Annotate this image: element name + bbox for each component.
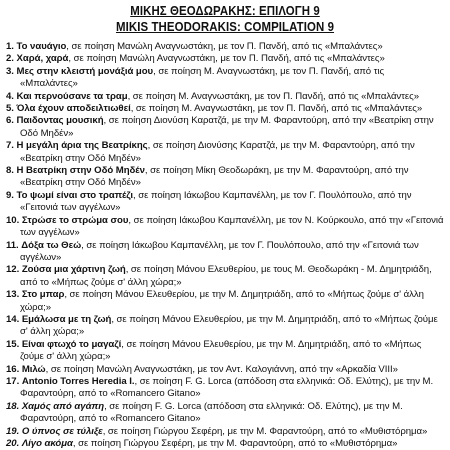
- track-title: Η Βεατρίκη στην Οδό Μηδέν: [16, 165, 145, 177]
- track-title: Χαρά, χαρά: [16, 53, 69, 65]
- track-item: [6, 240, 444, 265]
- track-title: Χαμός από αγάπη: [21, 400, 105, 412]
- track-number: 10.: [6, 214, 20, 226]
- track-list: [6, 41, 444, 450]
- track-credits: , σε ποίηση F. G. Lorca (απόδοση στα ελληνικά: Οδ. Ελύτης), με την Μ. Φαραντούρη, από το «Romancero Gitano»: [20, 375, 434, 400]
- track-number: 1.: [6, 41, 14, 52]
- track-number: 11.: [6, 239, 19, 251]
- track-item: [6, 376, 444, 401]
- track-credits: , σε ποίηση Μανώλη Αναγνωστάκη, με τον Αντ. Καλογιάννη, από την «Αρκαδία VIII»: [45, 363, 398, 375]
- track-credits: , σε ποίηση Μάνου Ελευθερίου, με την Μ. Δημητριάδη, από το «Μήπως ζούμε σ' άλλη χώρα;»: [20, 289, 424, 313]
- track-number: 17.: [6, 375, 20, 387]
- track-title: Και περνούσανε τα τραμ: [16, 90, 128, 102]
- track-credits: , σε ποίηση Μανώλη Αναγνωστάκη, με τον Π. Πανδή, από τις «Μπαλάντες»: [66, 41, 383, 52]
- track-credits: , σε ποίηση F. G. Lorca (απόδοση στα ελληνικά: Οδ. Ελύτης), με την Μ. Φαραντούρη, από το «Romancero Gitano»: [20, 400, 403, 425]
- track-title: Λίγο ακόμα: [21, 438, 73, 449]
- track-item: [6, 140, 444, 165]
- track-credits: , σε ποίηση Διονύση Καρατζά, με την Μ. Φαραντούρη, από την «Βεατρίκη στην Οδό Μηδέν»: [20, 115, 434, 139]
- track-item: [6, 426, 444, 438]
- track-number: 14.: [6, 313, 20, 325]
- track-title: Ζούσα μια χάρτινη ζωή: [21, 264, 126, 276]
- track-title: Παιδοντας μουσική: [16, 115, 104, 127]
- track-number: 8.: [6, 165, 14, 177]
- track-title: Εμάλωσα με τη ζωή: [21, 313, 112, 325]
- track-item: [6, 314, 444, 339]
- track-number: 16.: [6, 363, 20, 375]
- track-number: 5.: [6, 103, 14, 115]
- track-item: [6, 364, 444, 376]
- album-title-latin: MIKIS THEODORAKIS: COMPILATION 9: [115, 19, 335, 34]
- track-number: 9.: [6, 189, 14, 201]
- track-item: [6, 289, 444, 314]
- track-item: [6, 190, 444, 215]
- track-item: [6, 53, 444, 65]
- track-number: 15.: [6, 338, 20, 350]
- track-credits: , σε ποίηση Μίκη Θεοδωράκη, με την Μ. Φαραντούρη, από την «Βεατρίκη στην Οδό Μηδέν»: [20, 165, 409, 189]
- track-title: Στο μπαρ: [21, 289, 65, 301]
- track-title: Το ναυάγιο: [16, 41, 67, 52]
- track-title: Antonio Torres Heredia I.: [21, 375, 135, 387]
- track-title: Στρώσε το στρώμα σου: [21, 214, 129, 226]
- track-number: 18.: [6, 400, 20, 412]
- track-item: [6, 165, 444, 190]
- track-title: Δόξα τω Θεώ: [21, 239, 82, 251]
- track-credits: , σε ποίηση Ιάκωβου Καμπανέλλη, με τον Ν. Κούρκουλο, από την «Γειτονιά των αγγέλων»: [20, 214, 444, 239]
- track-title: Μιλώ: [21, 363, 46, 375]
- track-item: [6, 66, 444, 91]
- track-title: Η μεγάλη άρια της Βεατρίκης: [16, 140, 148, 152]
- album-title-greek: ΜΙΚΗΣ ΘΕΟΔΩΡΑΚΗΣ: ΕΠΙΛΟΓΗ 9: [130, 3, 320, 18]
- track-number: 7.: [6, 140, 14, 152]
- track-title: Μες στην κλειστή μονάξιά μου: [16, 65, 154, 77]
- track-item: [6, 103, 444, 115]
- track-credits: , σε ποίηση Ιάκωβου Καμπανέλλη, με τον Γ. Πουλόπουλο, από την «Γειτονιά των αγγέλων»: [20, 239, 419, 263]
- track-number: 3.: [6, 65, 14, 77]
- track-credits: , σε ποίηση Γιώργου Σεφέρη, με την Μ. Φαραντούρη, από το «Μυθιστόρημα»: [102, 425, 428, 437]
- track-credits: , σε ποίηση Μάνου Ελευθερίου, με την Μ. Δημητριάδη, από το «Μήπως ζούμε σ' άλλη χώρα;»: [20, 313, 438, 338]
- track-credits: , σε ποίηση Μ. Αναγνωστάκη, με τον Π. Πανδή, από τις «Μπαλάντες»: [127, 90, 420, 102]
- track-number: 20.: [6, 438, 20, 449]
- track-number: 4.: [6, 90, 14, 102]
- track-credits: , σε ποίηση Μ. Αναγνωστάκη, με τον Π. Πανδή, από τις «Μπαλάντες»: [20, 65, 385, 90]
- track-credits: , σε ποίηση Γιώργου Σεφέρη, με την Μ. Φαραντούρη, από το «Μυθιστόρημα»: [72, 438, 398, 449]
- track-number: 2.: [6, 53, 14, 65]
- track-item: [6, 115, 444, 140]
- track-number: 13.: [6, 289, 20, 301]
- track-number: 6.: [6, 115, 14, 127]
- track-item: [6, 339, 444, 364]
- album-header: [6, 3, 444, 35]
- track-credits: , σε ποίηση Μάνου Ελευθερίου, με τους Μ. Θεοδωράκη - Μ. Δημητριάδη, από το «Μήπως ζούμε σ' άλλη χώρα;»: [20, 264, 432, 288]
- track-item: [6, 41, 444, 53]
- track-credits: , σε ποίηση Διονύσης Καρατζά, με την Μ. Φαραντούρη, από την «Βεατρίκη στην Οδό Μηδέν»: [20, 140, 415, 164]
- track-title: Όλα έχουν αποδειλτιωθεί: [16, 103, 131, 115]
- track-credits: , σε ποίηση Ιάκωβου Καμπανέλλη, με τον Γ. Πουλόπουλο, από την «Γειτονιά των αγγέλων»: [20, 189, 412, 214]
- track-item: [6, 401, 444, 426]
- track-item: [6, 264, 444, 289]
- track-credits: , σε ποίηση Μάνου Ελευθερίου, με την Μ. Δημητριάδη, από το «Μήπως ζούμε σ' άλλη χώρα;»: [20, 338, 422, 363]
- track-number: 12.: [6, 264, 20, 276]
- track-title: Το ψωμί είναι στο τραπέζι: [16, 189, 134, 201]
- track-number: 19.: [6, 425, 20, 437]
- track-credits: , σε ποίηση Μ. Αναγνωστάκη, με τον Π. Πανδή, από τις «Μπαλάντες»: [130, 103, 423, 115]
- track-title: Είναι φτωχό το μαγαζί: [21, 338, 122, 350]
- track-item: [6, 438, 444, 450]
- track-credits: , σε ποίηση Μανώλη Αναγνωστάκη, με τον Π. Πανδή, από τις «Μπαλάντες»: [68, 53, 385, 65]
- track-item: [6, 91, 444, 103]
- track-item: [6, 215, 444, 240]
- track-title: Ο ύπνος σε τύλιξε: [21, 425, 103, 437]
